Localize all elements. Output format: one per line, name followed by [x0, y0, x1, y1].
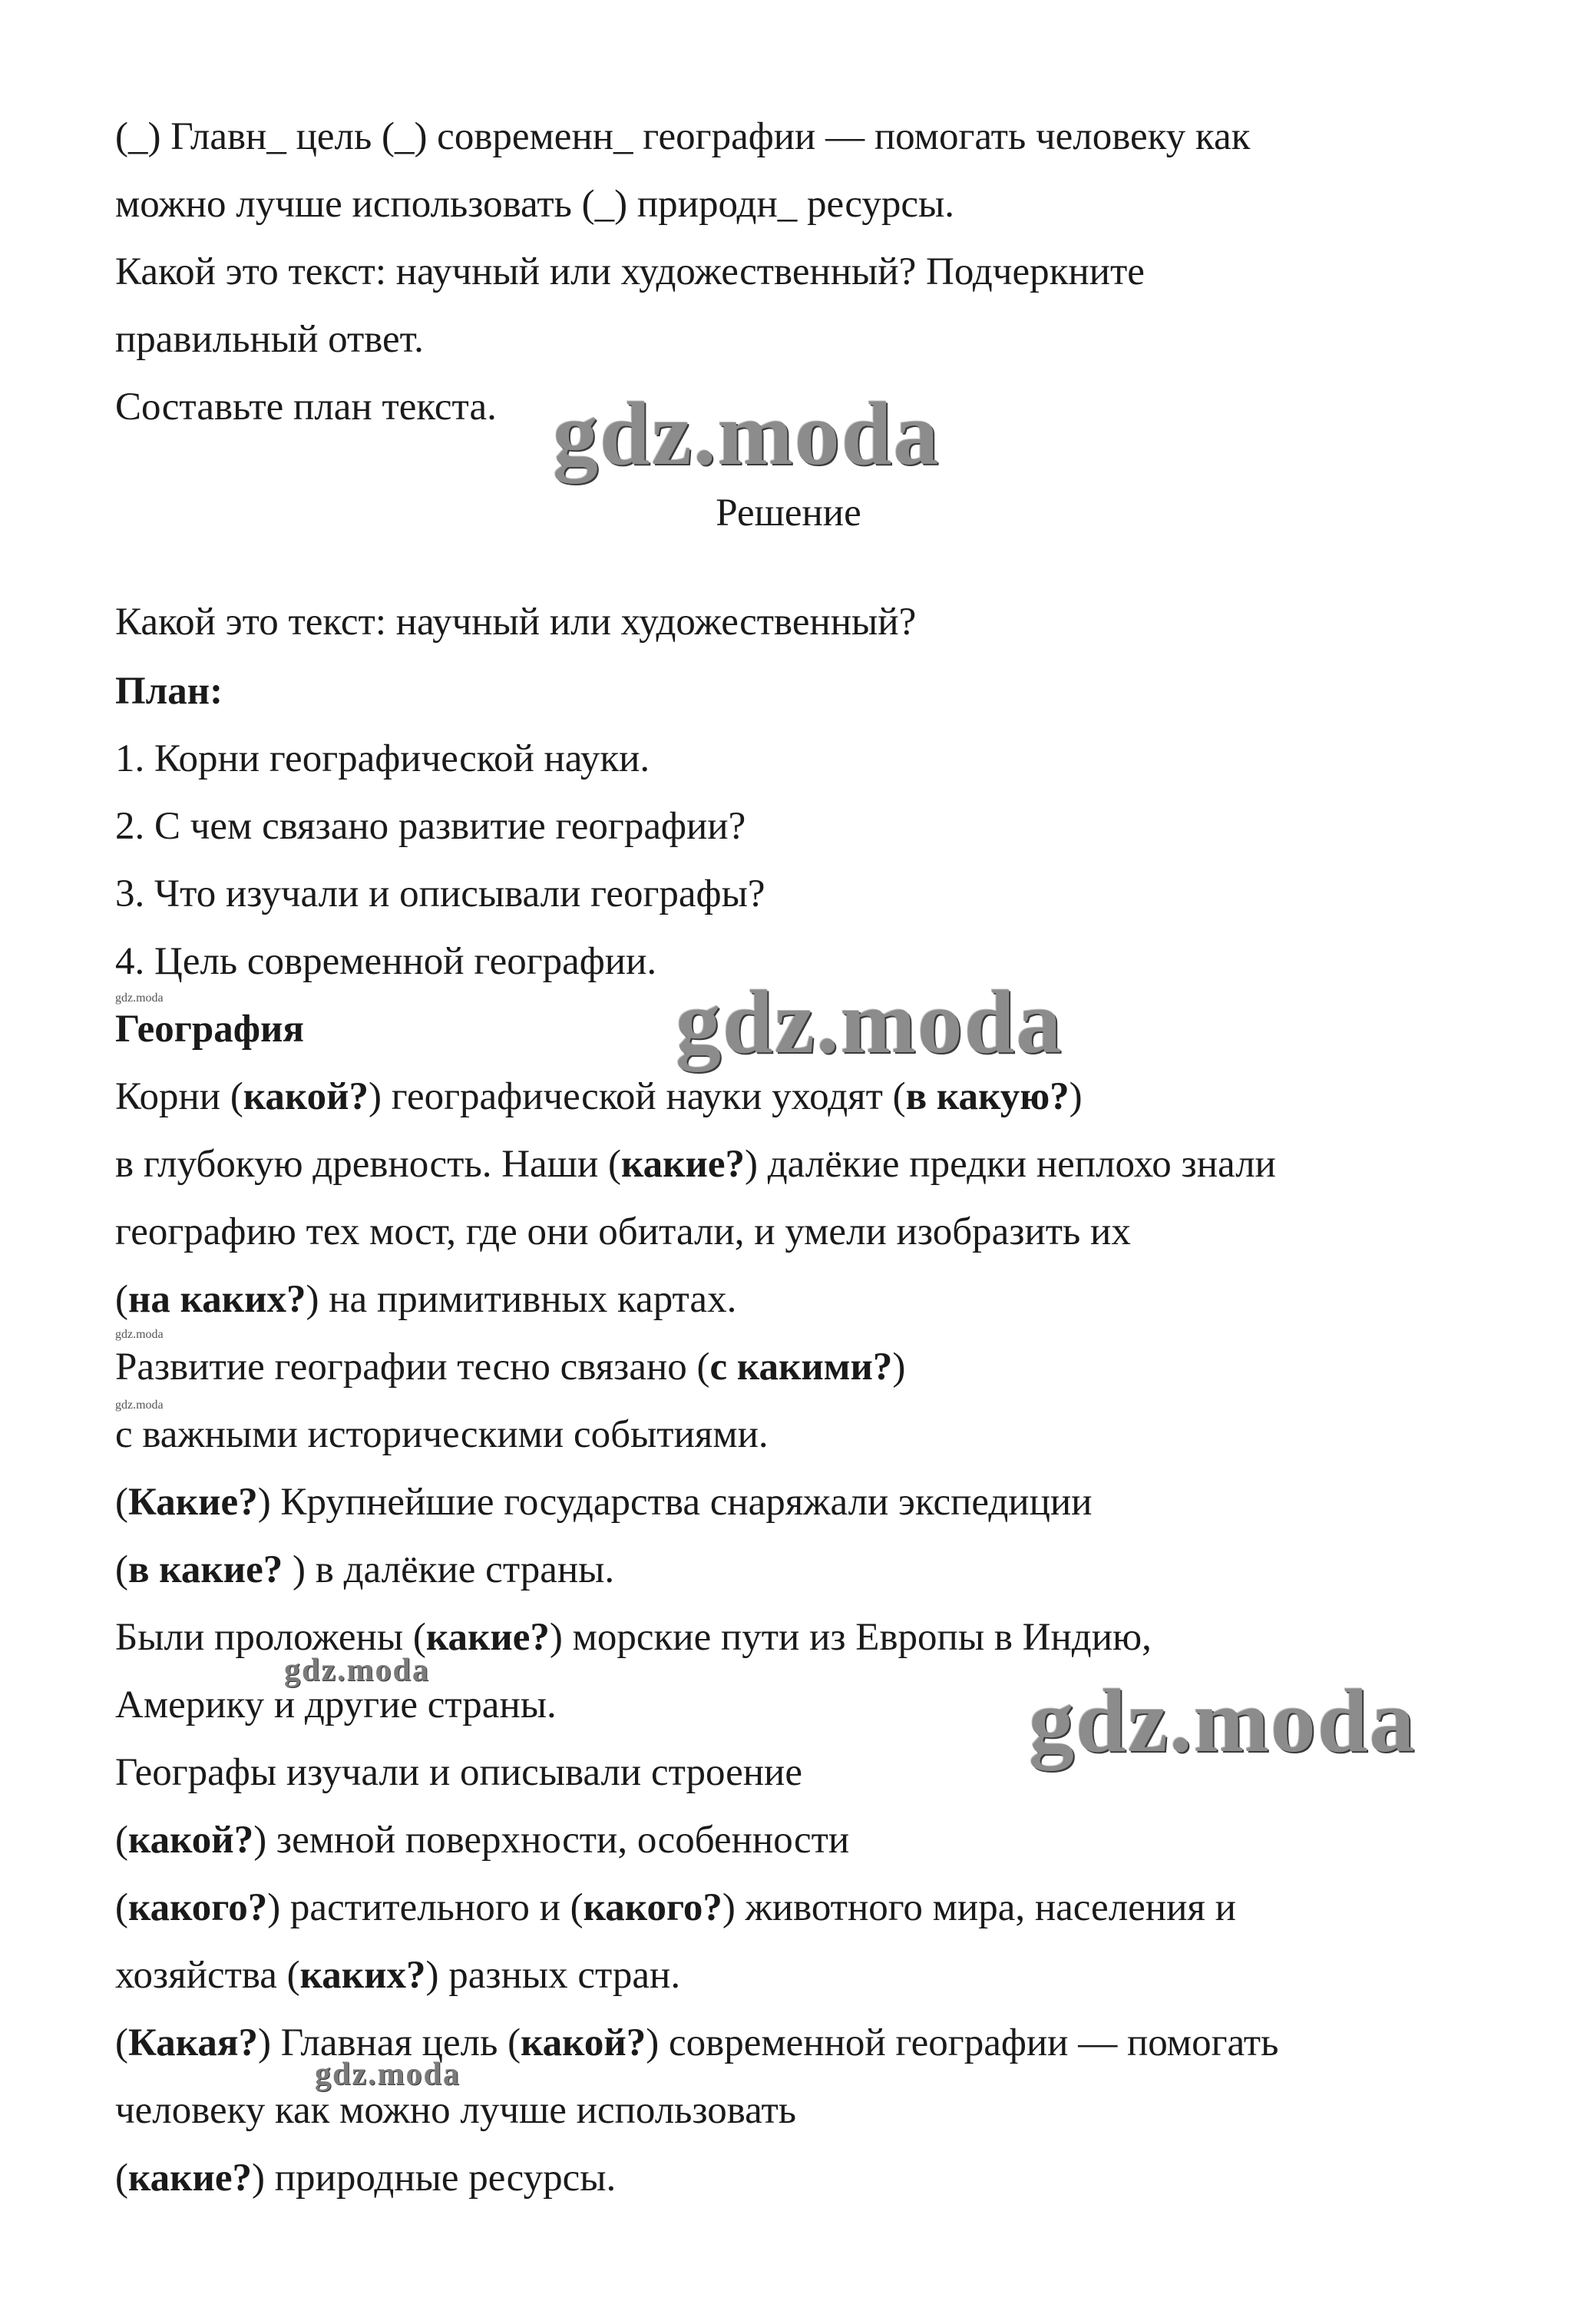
text-line-11: Географы изучали и описывали строение: [115, 1751, 802, 1794]
text-line-4: (на каких?) на примитивных картах.: [115, 1278, 737, 1321]
watermark-logo: gdz.moda: [676, 972, 1063, 1072]
text-line-1: Корни (какой?) географической науки уходят (в какую?): [115, 1075, 1083, 1118]
text-line-12: (какой?) земной поверхности, особенности: [115, 1819, 850, 1862]
task-line-1: (_) Главн_ цель (_) современн_ географии — помогать человеку как: [115, 115, 1251, 158]
text-line-9: Были проложены (какие?) морские пути из Европы в Индию,: [115, 1616, 1152, 1659]
plan-item-4: 4. Цель современной географии.: [115, 940, 657, 983]
task-line-2: можно лучше использовать (_) природн_ ресурсы.: [115, 183, 955, 226]
text-line-7: (Какие?) Крупнейшие государства снаряжали экспедиции: [115, 1481, 1093, 1524]
watermark-logo-small: gdz.moda: [315, 2057, 461, 2092]
text-line-3: географию тех мост, где они обитали, и умели изобразить их: [115, 1210, 1131, 1253]
watermark-logo-tiny: gdz.moda: [115, 992, 164, 1005]
watermark-logo-tiny: gdz.moda: [115, 1399, 164, 1412]
watermark-logo-small: gdz.moda: [284, 1653, 430, 1688]
text-line-2: в глубокую древность. Наши (какие?) далёкие предки неплохо знали: [115, 1143, 1276, 1186]
question-line: Какой это текст: научный или художественный?: [115, 601, 917, 644]
task-line-5: Составьте план текста.: [115, 386, 497, 429]
text-line-14: хозяйства (каких?) разных стран.: [115, 1954, 681, 1997]
text-line-16: человеку как можно лучше использовать: [115, 2089, 797, 2132]
task-line-3: Какой это текст: научный или художественный? Подчеркните: [115, 250, 1145, 293]
text-line-5: Развитие географии тесно связано (с какими?): [115, 1346, 906, 1389]
watermark-logo-tiny: gdz.moda: [115, 1328, 164, 1341]
text-line-13: (какого?) растительного и (какого?) животного мира, населения и: [115, 1886, 1236, 1929]
text-line-17: (какие?) природные ресурсы.: [115, 2157, 617, 2200]
text-line-10: Америку и другие страны.: [115, 1683, 557, 1726]
plan-heading: План:: [115, 670, 223, 713]
watermark-logo: gdz.moda: [553, 383, 941, 484]
plan-item-3: 3. Что изучали и описывали географы?: [115, 872, 765, 915]
plan-item-2: 2. С чем связано развитие географии?: [115, 805, 746, 848]
watermark-logo: gdz.moda: [1029, 1670, 1417, 1771]
text-line-6: с важными историческими событиями.: [115, 1413, 769, 1456]
text-line-8: (в какие? ) в далёкие страны.: [115, 1548, 615, 1591]
text-title: География: [115, 1008, 304, 1051]
plan-item-1: 1. Корни географической науки.: [115, 737, 650, 780]
task-line-4: правильный ответ.: [115, 318, 424, 361]
text-line-15: (Какая?) Главная цель (какой?) современной географии — помогать: [115, 2021, 1279, 2064]
solution-title: Решение: [716, 492, 861, 535]
